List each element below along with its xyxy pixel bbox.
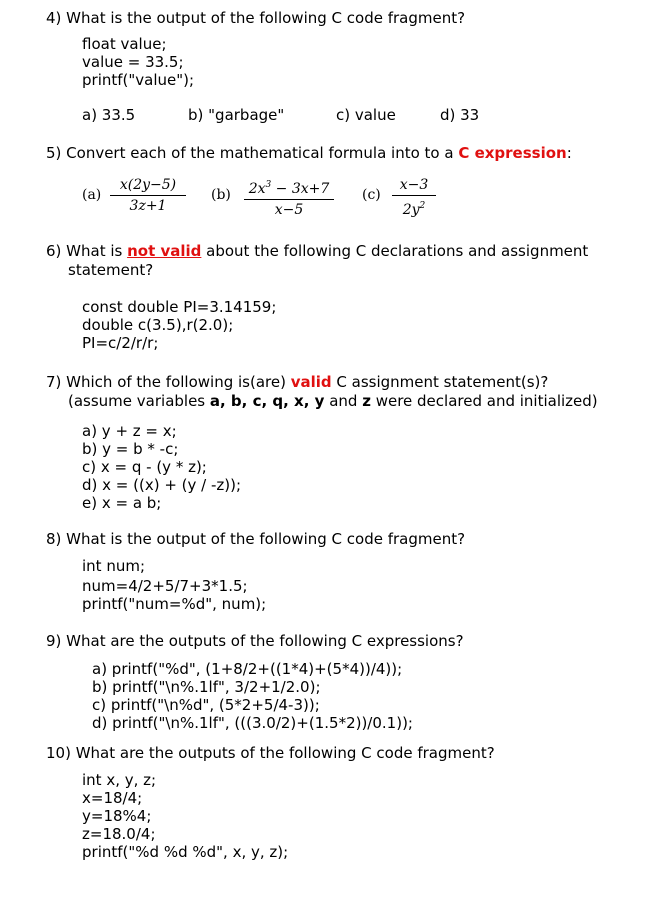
q4-option-d: d) 33 <box>440 106 480 124</box>
q7-option-c: c) x = q - (y * z); <box>82 458 207 476</box>
q6-code-line: PI=c/2/r/r; <box>82 334 159 352</box>
q7-question-highlight: valid <box>290 373 332 391</box>
q7-question-suffix: C assignment statement(s)? <box>331 373 549 391</box>
q6-question-highlight: not valid <box>127 242 202 260</box>
formula-b-denominator: x−5 <box>274 202 304 218</box>
q8-code-line: printf("num=%d", num); <box>82 595 267 613</box>
q4-code-line: value = 33.5; <box>82 53 184 71</box>
q7-option-a: a) y + z = x; <box>82 422 177 440</box>
q10-code-line: y=18%4; <box>82 807 152 825</box>
q4-option-a: a) 33.5 <box>82 106 136 124</box>
q9-option-d: d) printf("\n%.1lf", (((3.0/2)+(1.5*2))/0.1)); <box>92 714 413 732</box>
formula-c-numerator: x−3 <box>392 176 436 196</box>
formula-b-numerator <box>244 176 334 200</box>
q4-option-c: c) value <box>336 106 396 124</box>
q5-question <box>46 144 572 162</box>
q6-question-line2: statement? <box>68 261 154 279</box>
q7-option-b: b) y = b * -c; <box>82 440 179 458</box>
q10-code-line: int x, y, z; <box>82 771 157 789</box>
q9-option-c: c) printf("\n%d", (5*2+5/4-3)); <box>92 696 320 714</box>
q4-option-b: b) "garbage" <box>188 106 285 124</box>
formula-c <box>392 176 436 219</box>
q10-code-line: printf("%d %d %d", x, y, z); <box>82 843 289 861</box>
q6-question-suffix: about the following C declarations and assignment <box>201 242 589 260</box>
q9-option-a: a) printf("%d", (1+8/2+((1*4)+(5*4))/4)); <box>92 660 403 678</box>
q8-question: 8) What is the output of the following C code fragment? <box>46 530 466 548</box>
formula-c-denominator-part: 2y <box>402 202 420 218</box>
q8-code-line: num=4/2+5/7+3*1.5; <box>82 577 248 595</box>
q7-question-prefix: 7) Which of the following is(are) <box>46 373 291 391</box>
q4-code-line: float value; <box>82 35 167 53</box>
q5-question-highlight: C expression <box>458 144 567 162</box>
formula-a-numerator: x(2y−5) <box>110 176 186 196</box>
q5-question-prefix: 5) Convert each of the mathematical formula into to a <box>46 144 459 162</box>
q4-code-line: printf("value"); <box>82 71 195 89</box>
q7-line2-vars: a, b, c, q, x, y <box>209 392 325 410</box>
q8-code-line: int num; <box>82 557 146 575</box>
q7-option-d: d) x = ((x) + (y / -z)); <box>82 476 242 494</box>
q7-question <box>46 373 548 391</box>
q6-code-line: double c(3.5),r(2.0); <box>82 316 234 334</box>
formula-a <box>110 176 186 215</box>
q7-line2-and: and <box>324 392 363 410</box>
formula-c-denominator <box>392 196 436 219</box>
q4-question: 4) What is the output of the following C code fragment? <box>46 9 466 27</box>
q10-code-line: z=18.0/4; <box>82 825 156 843</box>
q7-option-e: e) x = a b; <box>82 494 162 512</box>
formula-b-label: (b) <box>211 187 231 203</box>
q6-question <box>46 242 588 260</box>
q9-option-b: b) printf("\n%.1lf", 3/2+1/2.0); <box>92 678 321 696</box>
formula-b <box>244 176 334 219</box>
q7-question-line2 <box>68 392 598 410</box>
q7-line2-z: z <box>362 392 371 410</box>
q6-question-prefix: 6) What is <box>46 242 128 260</box>
formula-a-label: (a) <box>82 187 102 203</box>
formula-c-exponent: 2 <box>419 201 426 211</box>
q5-question-suffix: : <box>566 144 572 162</box>
formula-b-numerator-rest: − 3x+7 <box>271 181 330 197</box>
formula-b-numerator-part: 2x <box>248 181 266 197</box>
formula-c-label: (c) <box>362 187 381 203</box>
formula-b-exponent: 3 <box>265 180 272 190</box>
formula-a-denominator: 3z+1 <box>129 198 167 214</box>
q6-code-line: const double PI=3.14159; <box>82 298 277 316</box>
q7-line2-suffix: were declared and initialized) <box>370 392 598 410</box>
q9-question: 9) What are the outputs of the following C expressions? <box>46 632 464 650</box>
q10-question: 10) What are the outputs of the following C code fragment? <box>46 744 495 762</box>
q7-line2-prefix: (assume variables <box>68 392 210 410</box>
q10-code-line: x=18/4; <box>82 789 143 807</box>
